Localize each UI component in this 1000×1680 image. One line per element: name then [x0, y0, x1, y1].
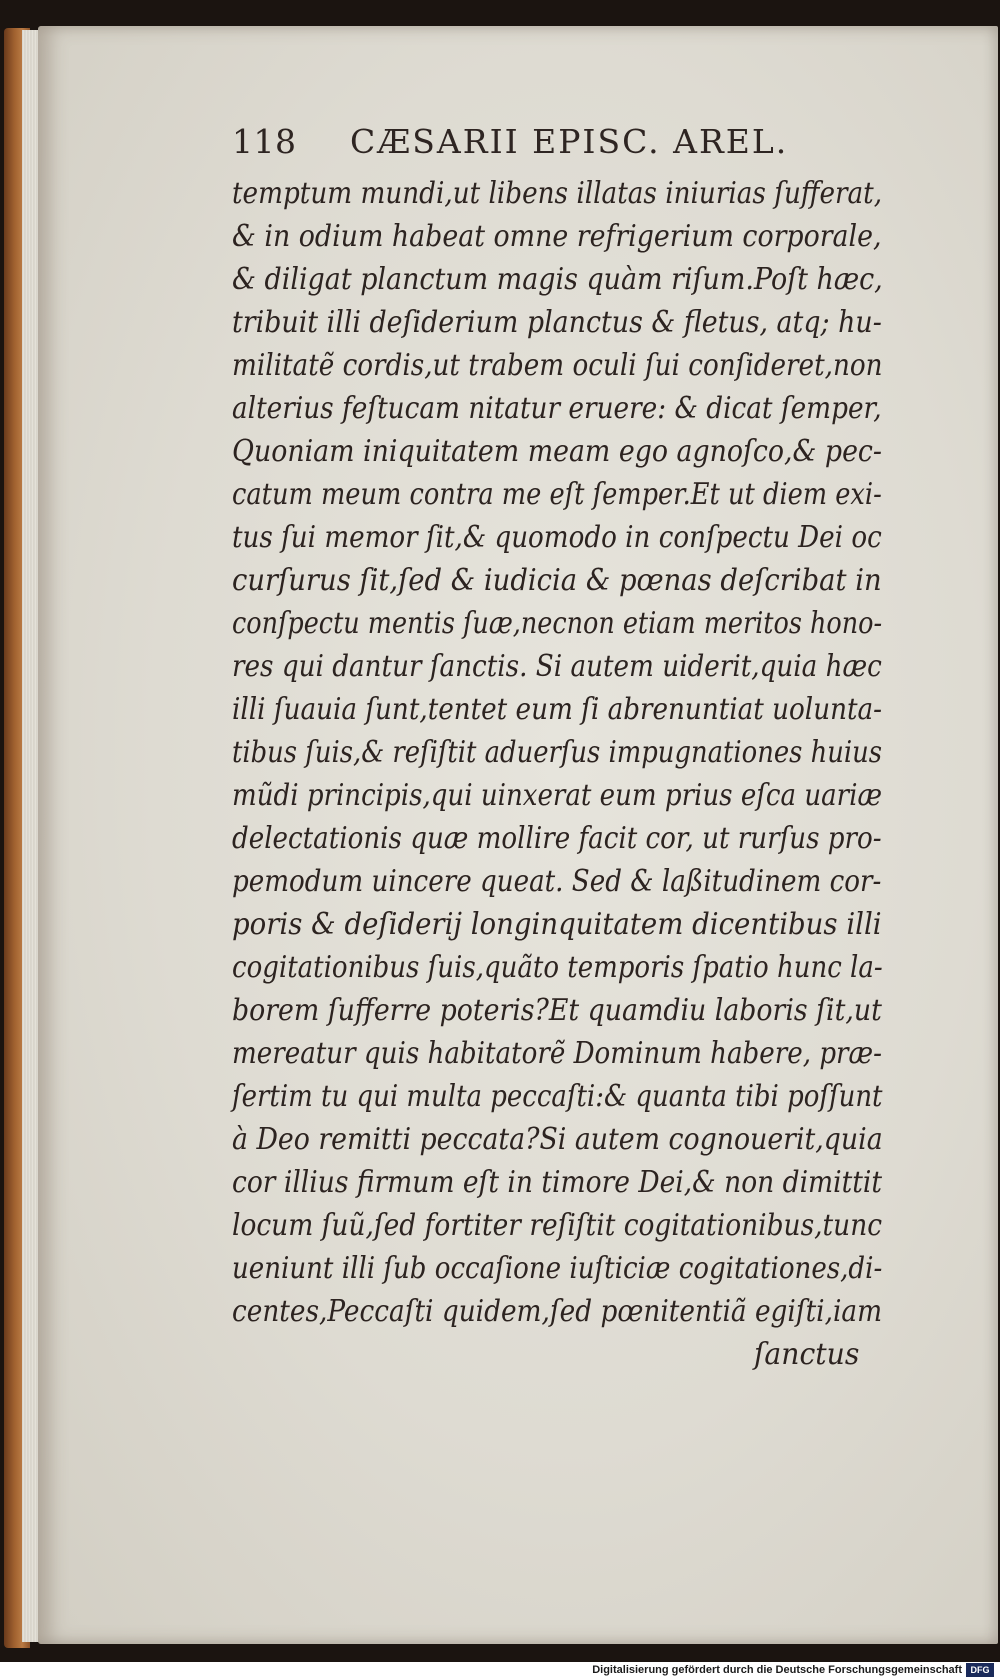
text-line: à Deo remitti peccata?Si autem cognouerit,quia: [232, 1122, 883, 1157]
text-line: Quoniam iniquitatem meam ego agnoſco,& pec-: [232, 434, 882, 469]
body-text: [232, 172, 922, 1376]
text-line: ſertim tu qui multa peccaſti:& quanta tibi poſſunt: [232, 1079, 883, 1114]
text-line: centes,Peccaſti quidem,ſed pœnitentiã egiſti,iam: [232, 1294, 883, 1329]
running-title: CÆSARII EPISC. AREL.: [350, 122, 789, 161]
text-line: cor illius firmum eſt in timore Dei,& non dimittit: [232, 1165, 883, 1200]
text-line: res qui dantur ſanctis. Si autem uiderit,quia hæc: [232, 649, 882, 684]
text-line: mereatur quis habitatorẽ Dominum habere, præ-: [232, 1036, 882, 1071]
text-line: & diligat planctum magis quàm riſum.Poſt hæc,: [232, 262, 883, 297]
text-line: locum ſuũ,ſed fortiter reſiſtit cogitationibus,tunc: [232, 1208, 883, 1243]
text-line: temptum mundi,ut libens illatas iniurias ſufferat,: [232, 176, 883, 211]
text-line: delectationis quæ mollire facit cor, ut rurſus pro-: [232, 821, 882, 856]
text-line: militatẽ cordis,ut trabem oculi ſui conſideret,non: [232, 348, 883, 383]
text-line: illi ſuauia ſunt,tentet eum ſi abrenuntiat uolunta-: [232, 692, 882, 727]
text-line: conſpectu mentis ſuæ,necnon etiam meritos hono-: [232, 606, 883, 641]
text-line: mũdi principis,qui uinxerat eum prius eſca uariæ: [232, 778, 882, 813]
text-line: curſurus ſit,ſed & iudicia & pœnas deſcribat in: [232, 563, 882, 598]
page-number: 118: [232, 122, 297, 161]
text-line: ueniunt illi ſub occaſione iuſticiæ cogitationes,di-: [232, 1251, 883, 1286]
text-line: borem ſufferre poteris?Et quamdiu laboris ſit,ut: [232, 993, 882, 1028]
text-line: alterius feſtucam nitatur eruere: & dicat ſemper,: [232, 391, 882, 426]
text-line: tibus ſuis,& reſiſtit aduerſus impugnationes huius: [232, 735, 883, 770]
text-line: pemodum uincere queat. Sed & laßitudinem cor-: [232, 864, 882, 899]
digitization-credit: Digitalisierung gefördert durch die Deutsche Forschungsgemeinschaft: [592, 1664, 962, 1676]
text-line: & in odium habeat omne refrigerium corporale,: [232, 219, 882, 254]
text-line: catum meum contra me eſt ſemper.Et ut diem exi-: [232, 477, 882, 512]
text-line: poris & deſiderij longinquitatem dicentibus illi: [232, 907, 882, 942]
text-line: tus ſui memor ſit,& quomodo in conſpectu Dei oc: [232, 520, 882, 555]
dfg-logo: DFG: [966, 1663, 994, 1677]
text-line: cogitationibus ſuis,quãto temporis ſpatio hunc la-: [232, 950, 883, 985]
text-line: tribuit illi deſiderium planctus & fletus, atq; hu-: [232, 305, 882, 340]
catchword: ſanctus: [753, 1337, 860, 1372]
running-header: [232, 122, 882, 161]
